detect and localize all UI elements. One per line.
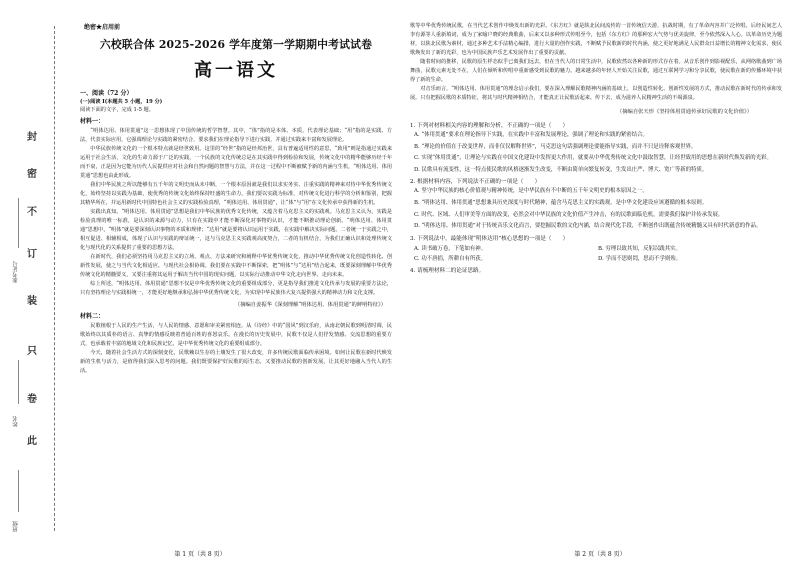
- exam-number-label: 准考证号: [13, 261, 19, 283]
- question-3-stem: 3. 下列说法中，最能体现“明体达用”核心思想的一项是（ ）: [410, 235, 569, 242]
- material-2-paragraph: 今天，随着社会生活方式的深刻变化，民歌赖以生存的土壤发生了很大改变，许多传统民歌面临传承困境。如何让民歌在新时代焕发新的生机与活力，是值得我们深入思考的问题。我们既要保护好民歌的原生态，又要推动民歌的创新发展，让其更好地融入当代人的生活。: [80, 350, 392, 374]
- subject-title: 高一语文: [194, 60, 278, 81]
- page-footer: 第 1 页（共 8 页）: [174, 551, 226, 558]
- binding-word: 卷: [27, 394, 37, 405]
- binding-margin: [0, 20, 72, 540]
- binding-word: 封: [27, 132, 37, 143]
- question-1-option-a: A. “体用贯通”要求在理论指导下实践，在实践中丰富和发展理论，强调了理论和实践的紧密结合。: [414, 132, 648, 138]
- question-2-option-d: D. “明体达用、体用贯通”对于传统音乐文化而言，要挖掘民歌的文化内涵，结合现代化手段，不断创作出既蕴含传统精髓又具有时代新意的作品。: [414, 223, 762, 230]
- material-1-paragraph: “明体达用、体用贯通”这一思想体现了中国传统的哲学智慧。其中，“体”指的是本体、本质，代表理论基础；“用”指的是实践、方法，代表实际应用，它强调理论与实践的紧密结合，要求我们在理论指导下进行实践，并通过实践来丰富和发展理论。: [80, 128, 392, 143]
- secret-mark: 绝密★启用前: [84, 24, 121, 31]
- page-2: [400, 0, 800, 566]
- binding-word: 不: [27, 207, 37, 218]
- question-3-option-c: C. 功不唐捐，所耕自有所获。: [414, 255, 487, 262]
- material-1-paragraph: 综上所述，“明体达用、体用贯通”思想不仅是中华优秀传统文化的重要组成部分，更是指导我们推进文化传承与发展的重要方法论，只有坚持理论与实践相统一，才能更好地继承和弘扬中华优秀传统文化，为实现中华民族伟大复兴提供强大的精神动力和文化支撑。: [80, 281, 392, 296]
- section-title: 一、阅读（72 分）: [80, 90, 133, 97]
- name-label: 姓名: [13, 416, 19, 428]
- binding-word: 装: [27, 296, 37, 307]
- binding-word: 密: [27, 169, 37, 180]
- exam-title: 六校联合体 2025-2026 学年度第一学期期中考试试卷: [99, 38, 373, 51]
- page-footer: 第 2 页（共 8 页）: [574, 551, 626, 558]
- question-4-stem: 4. 请梳理材料二的论证思路。: [410, 267, 485, 274]
- question-2-stem: 2. 根据材料内容，下列说法不正确的一项是（ ）: [410, 179, 541, 186]
- question-3-option-b: B. 穷理以致其知，反躬以践其实。: [598, 245, 681, 252]
- class-label: 班级: [13, 521, 19, 533]
- material-2-paragraph: 随着时间的推移，民歌的原生样态似乎已离我们远去，但在当代人的日常生活中，民歌依然以各种新的形式存在着。从音乐创作到影视配乐，从网络歌曲到广场舞曲，民歌元素无处不在，人们在倾听和传唱中重新感受到民歌的魅力。越来越多的年轻人开始关注民歌，通过互联网学习和分享民歌，使民歌在新的传播环境中获得了新的生命。: [410, 59, 782, 83]
- material-1-paragraph: 我们中华民族之所以能够有五千年的文明史而从未中断，一个根本原因就是我们以求实务实、注重实践的精神来对待中华优秀传统文化，始终坚持以实践为基础，使优秀的传统文化始终保持旺盛的生命力。我们要以实践为标准，对传统文化进行科学的分析和鉴别，把握其精华所在，并运用新时代中国特色社会主义的实践检验真理，“明体达用、体用贯通”，让“体”与“用”在文化传承中获得新的生机。: [80, 182, 392, 206]
- question-2-option-c: C. 时代、区域、人们审美等方面的改变，必然会对中华民族的文化价值产生冲击，有的民歌面临危机，需要我们保护并传承发展。: [414, 211, 724, 218]
- question-1-stem: 1. 下列对材料相关内容的理解和分析，不正确的一项是（ ）: [410, 123, 569, 129]
- page-1-content: [80, 22, 392, 376]
- question-1-option-b: B. “理论的价值在于改变世界，而非仅仅解释世界”，马克思这句话强调理论要能指导实践，而并不只是诠释客观世界。: [414, 143, 697, 150]
- material-1-paragraph: 在新时代，我们必须坚持用马克思主义的立场、观点、方法来研究和阐释中华优秀传统文化，推动中华优秀传统文化创造性转化、创新性发展，使之与当代文化相适应、与现代社会相协调。我们要在实践中不断探索，把“明体”与“达用”结合起来，既要深刻理解中华优秀传统文化的精髓要义，又要注重将其运用于解决当代中国的现实问题，以实际行动推动中华文化走向世界、走向未来。: [80, 254, 392, 278]
- material-2-paragraph: 民歌植根于人民的生产生活，与人民的情感、意愿和审美紧密相连。从《诗经》中的“国风”到汉乐府，从南北朝民歌到明清时调，民歌始终以其质朴的语言、真挚的情感反映着普通百姓的喜怒哀乐。在漫长的历史发展中，民歌不仅是人们抒发情感、交流思想的重要方式，也承载着丰富的地域文化和民族记忆，是中华优秀传统文化的重要组成部分。: [80, 323, 392, 347]
- question-2-option-b: B. “明体达用、体用贯通”思想兼具历史深度与时代精神，蕴含马克思主义的实践观，是中华文化建设应该遵循的根本原则。: [414, 199, 708, 206]
- material-1-title: 材料一：: [80, 118, 105, 125]
- material-2-paragraph: 对音乐而言，“明体达用、体用贯通”的理念启示我们，要在深入理解民歌精神内涵的基础上，以创造性转化、创新性发展的方式，推动民歌在新时代的传承和发展。只有把握民歌的本质特征，将其与时代精神相结合，才能真正让民歌活起来、传下去，成为滋养人民精神生活的不竭源泉。: [410, 86, 782, 101]
- material-1-paragraph: 实践出真知。“明体达用、体用贯通”思想是我们中华民族的优秀文化传统，又蕴含着马克思主义的实践观。马克思主义认为，实践是检验真理的唯一标准，是认识的来源与动力，只有在实践中才能不断深化对事物的认识，才能不断推动理论创新。“明体达用、体用贯通”思想中，“明体”就是要深刻认识事物的本质和规律；“达用”就是要将认识运用于实践，在实践中解决实际问题。二者统一于实践之中，相互促进、相辅相成，体现了认识与实践的辩证统一，这与马克思主义实践观高度契合，二者的有机结合，为我们正确认识和处理传统文化与现代化的关系提供了重要的思想方法。: [80, 209, 392, 251]
- binding-word: 此: [27, 436, 37, 447]
- material-2-source: （摘编自张天形《坚持体用贯通传承好民歌的文化价值》）: [616, 109, 752, 115]
- material-2-title: 材料二：: [80, 313, 105, 320]
- binding-dashed-line: [54, 26, 55, 531]
- binding-word: 订: [27, 249, 37, 260]
- question-2-option-a: A. 坚守中华民族的核心价值观与精神传统，是中华民族有不中断的五千年文明史的根本原因之一。: [414, 188, 648, 195]
- page-2-content: [410, 22, 782, 276]
- subsection-title: (一)阅读 I(本题共 5 小题，19 分): [80, 99, 163, 105]
- material-2-continued: 歌等中华优秀传统民歌，在当代艺术创作中焕发出新的光彩。《东方红》就是陕北民间流传的一首传统信天游，抗战时期，有了革命内容并广泛传唱，后经民间艺人李有源等人重新填词，成为了家喻户晓的经典歌曲，后来又以多种形式传唱至今，包括《东方红》的那种宏大气势与优美旋律，至今依然深入人心。以革命历史为题材，以陕北民歌为素材，通过多种艺术手法精心编排，进行大量的创作实践，不断赋予民歌新的时代内涵，使之更好地满足人民群众日益增长的精神文化需求，使民歌焕发出了新的光彩，也为中国民族声乐艺术发展作出了重要的贡献。: [410, 23, 782, 56]
- question-1-option-c: C. 实现“体用贯通”，让理论与实践在中国文化建设中发挥更大作用，就要从中华优秀传统文化中汲取智慧，让经世致用的思想在新时代焕发新的光彩。: [414, 155, 772, 162]
- question-3-option-a: A. 读书破万卷，下笔如有神。: [414, 245, 487, 252]
- instruction: 阅读下面的文字，完成 1-5 题。: [80, 107, 154, 113]
- material-1-source: （摘编自姜振华《深刻理解“明体达用、体用贯通”的鲜明特征》）: [234, 302, 386, 308]
- question-1-option-d: D. 民歌具有流变性，这一特点使民歌的风格逐渐发生改变，不断由简单向繁复转变，生发出庄严、博大、宽广等新的特质。: [414, 166, 708, 173]
- class-line: [18, 470, 19, 512]
- exam-number-line: [18, 198, 19, 248]
- question-3-option-d: D. 学而不思则罔，思而不学则殆。: [598, 255, 682, 262]
- binding-word: 只: [27, 346, 37, 357]
- material-1-paragraph: 中华民族传统文化的一个根本特点就是经世致用。这里的“经世”指的是经邦治世，具有普遍适用性的意思，“致用”则是指通过实践来运用于社会生活，文化的生命力源于广泛的实践，一个民族的文化传统总是在其实践中得到检验和发展，传统文化中的精华能够历经千年而不衰，正是因为它能为历代人民提供应对社会和自然问题的智慧与方法，并在这一过程中不断被赋予新的内涵与生机，“明体达用、体用贯通”思想也由此形成。: [80, 146, 392, 179]
- question-3-options: [414, 244, 782, 264]
- name-line: [18, 360, 19, 404]
